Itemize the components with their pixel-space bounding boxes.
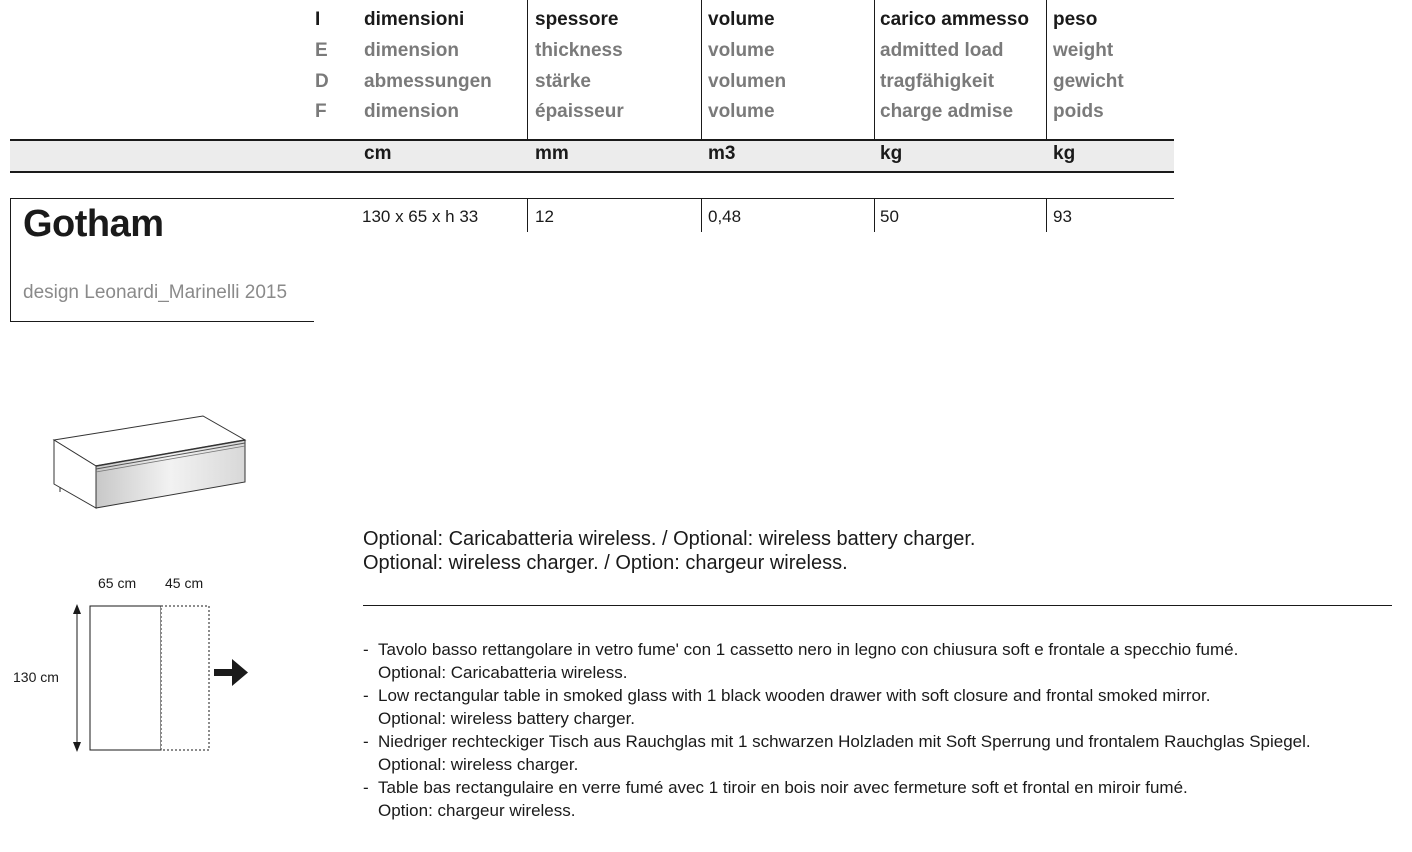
- description-optional: Optional: wireless battery charger.: [378, 709, 636, 728]
- product-name: Gotham: [23, 203, 164, 245]
- column-divider: [874, 198, 875, 232]
- header-thickness-en: thickness: [535, 40, 623, 61]
- header-weight-it: peso: [1053, 9, 1098, 30]
- header-weight-de: gewicht: [1053, 71, 1124, 92]
- unit-volume: m3: [708, 143, 736, 164]
- header-volume-fr: volume: [708, 101, 775, 122]
- product-designer: design Leonardi_Marinelli 2015: [23, 282, 288, 303]
- description-optional: Optional: Caricabatteria wireless.: [378, 663, 628, 682]
- description-it: - Tavolo basso rettangolare in vetro fume' con 1 cassetto nero in legno con chiusura soft e frontale a specchio fumé. Optional: Caricabatteria wireless.: [363, 638, 1403, 684]
- column-divider: [527, 0, 528, 139]
- description-text: Table bas rectangulaire en verre fumé avec 1 tiroir en bois noir avec fermeture soft et frontal en miroir fumé.: [378, 778, 1188, 797]
- lang-code-it: I: [315, 9, 321, 30]
- description-en: - Low rectangular table in smoked glass with 1 black wooden drawer with soft closure and frontal smoked mirror. Optional: wireless battery charger.: [363, 684, 1403, 730]
- column-divider: [527, 198, 528, 232]
- value-dimension: 130 x 65 x h 33: [362, 207, 479, 226]
- description-text: Low rectangular table in smoked glass with 1 black wooden drawer with soft closure and frontal smoked mirror.: [378, 686, 1211, 705]
- column-divider: [701, 198, 702, 232]
- description-optional: Optional: wireless charger.: [378, 755, 579, 774]
- unit-weight: kg: [1053, 143, 1076, 164]
- description-de: - Niedriger rechteckiger Tisch aus Rauchglas mit 1 schwarzen Holzladen mit Soft Sperrung und frontalem Rauchglas Spiegel. Optional: wireless charger.: [363, 730, 1403, 776]
- header-dimension-en: dimension: [364, 40, 460, 61]
- value-thickness: 12: [535, 207, 554, 226]
- description-optional: Option: chargeur wireless.: [378, 801, 576, 820]
- value-load: 50: [880, 207, 899, 226]
- header-weight-fr: poids: [1053, 101, 1104, 122]
- header-volume-it: volume: [708, 9, 775, 30]
- section-divider: [363, 605, 1392, 606]
- header-dimension-it: dimensioni: [364, 9, 465, 30]
- header-dimension-fr: dimension: [364, 101, 460, 122]
- header-weight-en: weight: [1053, 40, 1114, 61]
- value-volume: 0,48: [708, 207, 742, 226]
- description-text: Tavolo basso rettangolare in vetro fume' con 1 cassetto nero in legno con chiusura soft e frontale a specchio fumé.: [378, 640, 1239, 659]
- lang-code-fr: F: [315, 101, 327, 122]
- width-label: 65 cm: [98, 575, 137, 591]
- header-load-en: admitted load: [880, 40, 1004, 61]
- header-volume-en: volume: [708, 40, 775, 61]
- description-text: Niedriger rechteckiger Tisch aus Rauchglas mit 1 schwarzen Holzladen mit Soft Sperrung und frontalem Rauchglas Spiegel.: [378, 732, 1311, 751]
- header-thickness-de: stärke: [535, 71, 591, 92]
- units-row: [10, 139, 1174, 173]
- table-illustration: [48, 410, 253, 515]
- length-label: 130 cm: [13, 669, 59, 685]
- unit-dimension: cm: [364, 143, 392, 164]
- header-thickness-fr: épaisseur: [535, 101, 624, 122]
- lang-code-en: E: [315, 40, 328, 61]
- header-thickness-it: spessore: [535, 9, 619, 30]
- drawer-depth-label: 45 cm: [165, 575, 204, 591]
- header-load-it: carico ammesso: [880, 9, 1029, 30]
- unit-load: kg: [880, 143, 903, 164]
- optional-line-1: Optional: Caricabatteria wireless. / Optional: wireless battery charger.: [363, 528, 976, 550]
- header-dimension-de: abmessungen: [364, 71, 492, 92]
- description-fr: - Table bas rectangulaire en verre fumé avec 1 tiroir en bois noir avec fermeture soft et frontal en miroir fumé. Option: chargeur wireless.: [363, 776, 1403, 822]
- optional-line-2: Optional: wireless charger. / Option: chargeur wireless.: [363, 552, 848, 574]
- lang-code-de: D: [315, 71, 329, 92]
- arrow-right-icon: [214, 657, 250, 689]
- value-weight: 93: [1053, 207, 1072, 226]
- description-list: [363, 638, 1403, 822]
- header-volume-de: volumen: [708, 71, 787, 92]
- column-divider: [1046, 198, 1047, 232]
- header-load-fr: charge admise: [880, 101, 1014, 122]
- header-load-de: tragfähigkeit: [880, 71, 995, 92]
- column-divider: [701, 0, 702, 139]
- unit-thickness: mm: [535, 143, 569, 164]
- column-divider: [1046, 0, 1047, 139]
- column-divider: [874, 0, 875, 139]
